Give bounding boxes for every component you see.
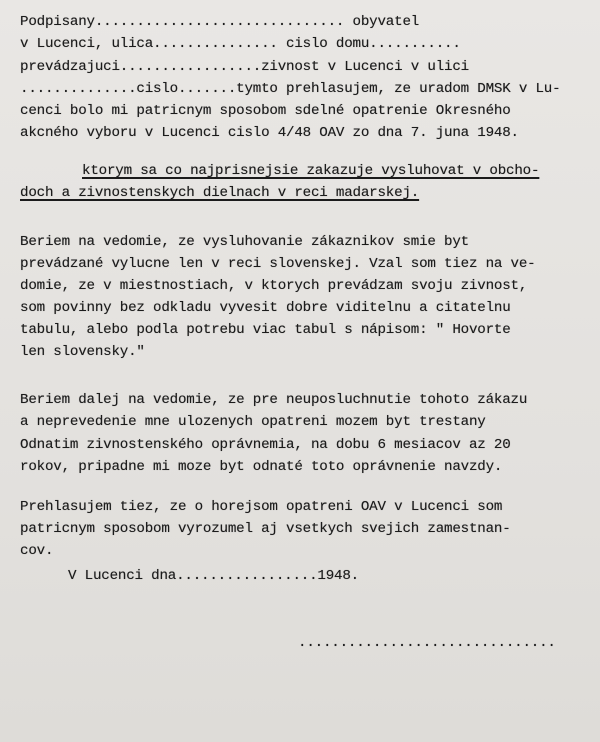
declarant-line: Podpisany.............................. obyvatel xyxy=(20,14,420,30)
declaration-line: patricnym sposobom vyrozumel aj vsetkych svejich zamestnan- xyxy=(20,521,511,537)
trade-line: prevádzajuci.................zivnost v Lucenci v ulici xyxy=(20,59,469,75)
penalty-line: Beriem dalej na vedomie, ze pre neuposluchnutie tohoto zákazu xyxy=(20,392,528,408)
acknowledgement-line: Beriem na vedomie, ze vysluhovanie zákaznikov smie byt xyxy=(20,234,469,250)
signature-line: ............................... xyxy=(298,635,556,651)
statement-line: ..............cislo.......tymto prehlasujem, ze uradom DMSK v Lu- xyxy=(20,81,561,97)
address-line: v Lucenci, ulica............... cislo domu........... xyxy=(20,36,461,52)
statement-line: cenci bolo mi patricnym sposobom sdelné opatrenie Okresného xyxy=(20,103,511,119)
prohibition-line: doch a zivnostenskych dielnach v reci madarskej. xyxy=(20,185,420,201)
penalty-line: rokov, pripadne mi moze byt odnaté toto oprávnenie navzdy. xyxy=(20,459,503,475)
penalty-line: a neprevedenie mne ulozenych opatreni mozem byt trestany xyxy=(20,414,486,430)
penalty-line: Odnatim zivnostenského oprávnemia, na dobu 6 mesiacov az 20 xyxy=(20,437,511,453)
acknowledgement-line: len slovensky." xyxy=(20,344,145,360)
acknowledgement-line: domie, ze v miestnostiach, v ktorych prevádzam svoju zivnost, xyxy=(20,278,528,294)
statement-line: akcného vyboru v Lucenci cislo 4/48 OAV zo dna 7. juna 1948. xyxy=(20,125,519,141)
prohibition-line: ktorym sa co najprisnejsie zakazuje vysluhovat v obcho- xyxy=(82,163,540,179)
acknowledgement-line: som povinny bez odkladu vyvesit dobre viditelnu a citatelnu xyxy=(20,300,511,316)
declaration-line: Prehlasujem tiez, ze o horejsom opatreni OAV v Lucenci som xyxy=(20,499,503,515)
declaration-line: cov. xyxy=(20,543,54,559)
acknowledgement-line: prevádzané vylucne len v reci slovenskej. Vzal som tiez na ve- xyxy=(20,256,536,272)
acknowledgement-line: tabulu, alebo podla potrebu viac tabul s nápisom: " Hovorte xyxy=(20,322,511,338)
date-line: V Lucenci dna.................1948. xyxy=(68,568,359,584)
